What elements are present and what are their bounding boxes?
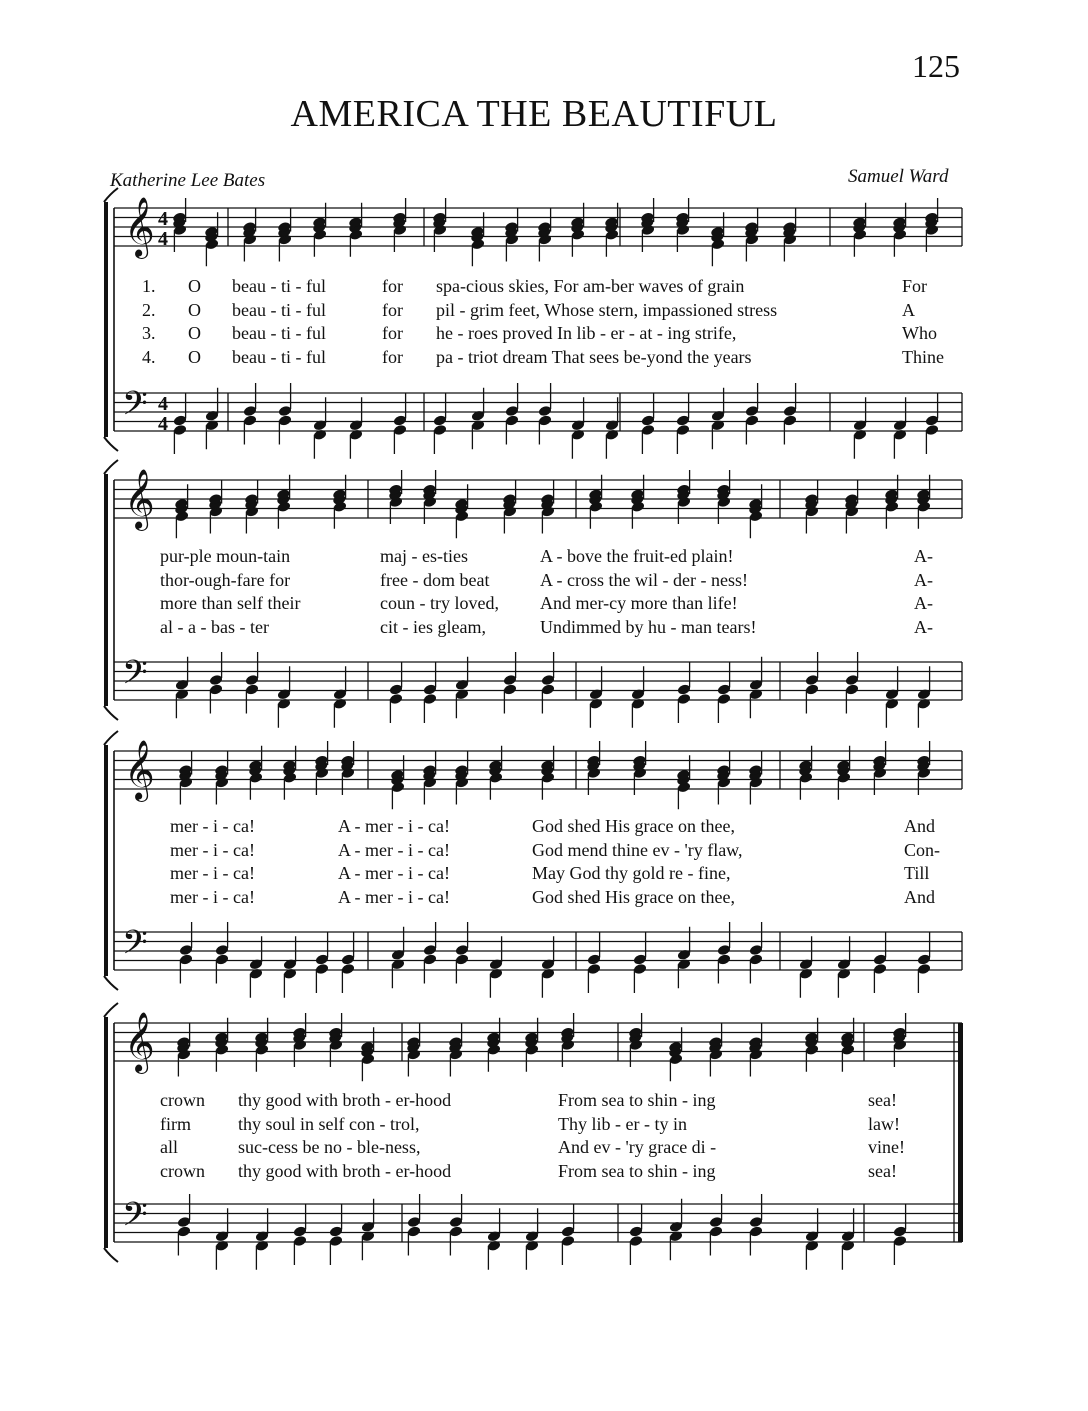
lyric-segment: mer - i - ca! xyxy=(170,863,255,883)
bass-chord xyxy=(538,383,553,445)
treble-chord xyxy=(204,212,219,266)
lyric-segment: O xyxy=(188,323,201,343)
lyric-segment: sea! xyxy=(868,1160,897,1181)
lyric-segment: From sea to shin - ing xyxy=(558,1160,716,1181)
lyric-segment: free - dom beat xyxy=(380,569,490,590)
treble-chord xyxy=(916,741,931,795)
page-number: 125 xyxy=(912,48,960,84)
treble-chord xyxy=(174,484,189,538)
treble-chord xyxy=(208,480,223,534)
bass-chord xyxy=(455,657,470,719)
bass-chord xyxy=(283,936,298,998)
bass-chord xyxy=(711,388,726,450)
bass-chord xyxy=(709,1194,724,1256)
treble-chord xyxy=(676,470,691,524)
treble-chord xyxy=(708,1023,723,1077)
treble-chord xyxy=(540,746,555,800)
lyric-segment: Till xyxy=(904,863,930,883)
bass-chord xyxy=(873,932,888,994)
treble-chord xyxy=(798,746,813,800)
bass-chord xyxy=(589,666,604,728)
treble-chord xyxy=(422,751,437,805)
treble-chord xyxy=(748,1023,763,1077)
bass-chord xyxy=(278,383,293,445)
lyric-segment: thy good with broth - er-hood xyxy=(238,1090,452,1110)
treble-clef-icon: 𝄞 xyxy=(124,469,155,529)
bass-chord xyxy=(677,662,692,724)
treble-chord xyxy=(630,475,645,529)
lyric-segment: mer - i - ca! xyxy=(170,839,255,860)
bass-chord xyxy=(361,1199,376,1261)
bass-chord xyxy=(925,393,940,455)
lyric-segment: From sea to shin - ing xyxy=(558,1090,716,1110)
lyric-segment: O xyxy=(188,299,201,320)
lyric-segment: A - mer - i - ca! xyxy=(338,839,450,860)
treble-chord xyxy=(486,1018,501,1072)
treble-chord xyxy=(892,203,907,257)
bass-chord xyxy=(845,652,860,714)
bass-chord xyxy=(487,1208,502,1270)
treble-chord xyxy=(340,741,355,795)
treble-chord xyxy=(716,470,731,524)
bass-chord xyxy=(799,936,814,998)
treble-chord xyxy=(748,484,763,538)
treble-chord xyxy=(836,746,851,800)
lyric-segment: pil - grim feet, Whose stern, impassioned stress xyxy=(436,299,778,320)
bass-chord xyxy=(243,383,258,445)
bass-chord xyxy=(245,652,260,714)
treble-chord xyxy=(524,1018,539,1072)
lyric-segment: Con- xyxy=(904,839,940,860)
treble-chord xyxy=(454,484,469,538)
bass-chord xyxy=(917,932,932,994)
bass-chord xyxy=(749,657,764,719)
bass-chord xyxy=(805,652,820,714)
treble-chord xyxy=(748,751,763,805)
lyric-segment: pur-ple moun-tain xyxy=(160,546,291,566)
bass-chord xyxy=(449,1194,464,1256)
bass-chord xyxy=(255,1208,270,1270)
lyric-segment: A xyxy=(902,299,915,320)
treble-chord xyxy=(744,208,759,262)
bass-chord xyxy=(917,666,932,728)
lyric-segment: O xyxy=(188,346,201,367)
lyric-segment: A- xyxy=(914,569,933,590)
lyric-segment: And xyxy=(904,816,935,836)
lyric-segment: crown xyxy=(160,1160,205,1181)
bass-chord xyxy=(641,393,656,455)
bass-chord xyxy=(455,922,470,984)
bass-chord xyxy=(885,666,900,728)
bass-chord xyxy=(329,1204,344,1266)
lyric-segment: vine! xyxy=(868,1137,905,1157)
lyric-segment: spa-cious skies, For am-ber waves of grain xyxy=(436,276,745,296)
lyric-segment: Thy lib - er - ty in xyxy=(558,1113,687,1134)
treble-chord xyxy=(406,1023,421,1077)
bass-chord xyxy=(541,936,556,998)
lyric-segment: A - mer - i - ca! xyxy=(338,886,450,907)
lyric-segment: for xyxy=(382,299,403,320)
lyric-segment: And ev - 'ry grace di - xyxy=(558,1137,717,1157)
bass-chord xyxy=(837,936,852,998)
treble-chord xyxy=(348,203,363,257)
bass-time-signature-bottom: 4 xyxy=(158,413,168,435)
lyric-segment: thy good with broth - er-hood xyxy=(238,1160,452,1181)
bass-chord xyxy=(423,922,438,984)
bass-chord xyxy=(471,388,486,450)
lyricist-credit: Katherine Lee Bates xyxy=(110,170,266,191)
treble-chord xyxy=(176,1023,191,1077)
treble-chord xyxy=(432,198,447,252)
lyric-segment: 2. xyxy=(142,299,156,320)
treble-clef-icon: 𝄞 xyxy=(124,1012,155,1072)
bass-chord xyxy=(423,662,438,724)
bass-chord xyxy=(503,652,518,714)
treble-chord xyxy=(276,475,291,529)
lyric-segment: firm xyxy=(160,1113,191,1134)
treble-chord xyxy=(388,470,403,524)
bass-chord xyxy=(561,1204,576,1266)
bass-chord xyxy=(717,662,732,724)
lyric-segment: al - a - bas - ter xyxy=(160,616,269,637)
lyric-segment: for xyxy=(382,323,403,343)
lyric-segment: thy soul in self con - trol, xyxy=(238,1113,420,1134)
treble-chord xyxy=(502,480,517,534)
bass-chord xyxy=(333,666,348,728)
lyric-segment: 3. xyxy=(142,323,156,343)
treble-chord xyxy=(214,751,229,805)
bass-chord xyxy=(391,927,406,989)
bass-chord xyxy=(505,383,520,445)
bass-chord xyxy=(215,922,230,984)
treble-chord xyxy=(586,741,601,795)
bass-chord xyxy=(749,922,764,984)
bass-chord xyxy=(393,393,408,455)
bass-chord xyxy=(173,393,188,455)
treble-clef-icon: 𝄞 xyxy=(124,197,155,257)
treble-chord xyxy=(924,198,939,252)
bass-chord xyxy=(315,932,330,994)
treble-chord xyxy=(892,1013,907,1067)
bass-time-signature-top: 4 xyxy=(158,393,168,415)
bass-chord xyxy=(677,927,692,989)
composer-credit: Samuel Ward xyxy=(848,166,949,187)
treble-chord xyxy=(360,1027,375,1081)
lyric-segment: Undimmed by hu - man tears! xyxy=(540,616,757,637)
treble-chord xyxy=(844,480,859,534)
bass-chord xyxy=(293,1204,308,1266)
lyric-segment: suc-cess be no - ble-ness, xyxy=(238,1137,421,1157)
bass-chord xyxy=(631,666,646,728)
treble-chord xyxy=(640,198,655,252)
treble-chord xyxy=(676,755,691,809)
bass-chord xyxy=(629,1204,644,1266)
lyric-segment: God shed His grace on thee, xyxy=(532,886,735,907)
lyric-segment: A- xyxy=(914,616,933,637)
bass-chord xyxy=(389,662,404,724)
treble-chord xyxy=(872,741,887,795)
treble-chord xyxy=(314,741,329,795)
lyric-segment: Who xyxy=(902,323,937,343)
lyric-segment: beau - ti - ful xyxy=(232,299,326,320)
treble-chord xyxy=(716,751,731,805)
bass-chord xyxy=(783,383,798,445)
treble-chord xyxy=(884,475,899,529)
treble-chord xyxy=(178,751,193,805)
lyric-segment: beau - ti - ful xyxy=(232,323,326,343)
bass-chord xyxy=(433,393,448,455)
treble-chord xyxy=(675,198,690,252)
lyric-segment: pa - triot dream That sees be-yond the years xyxy=(436,346,752,367)
lyric-segment: Thine xyxy=(902,346,944,367)
lyric-segment: A - bove the fruit-ed plain! xyxy=(540,546,734,566)
lyric-segment: O xyxy=(188,276,201,296)
treble-chord xyxy=(628,1013,643,1067)
lyric-segment: God shed His grace on thee, xyxy=(532,816,735,836)
treble-chord xyxy=(488,746,503,800)
bass-chord xyxy=(175,657,190,719)
treble-staff xyxy=(114,208,962,246)
lyric-segment: law! xyxy=(868,1113,900,1134)
lyric-segment: more than self their xyxy=(160,593,301,613)
treble-chord xyxy=(248,746,263,800)
hymn-title-text: AMERICA THE BEAUTIFUL xyxy=(290,93,778,135)
bass-chord xyxy=(277,666,292,728)
treble-chord xyxy=(537,208,552,262)
lyric-segment: crown xyxy=(160,1090,205,1110)
bass-chord xyxy=(541,652,556,714)
treble-chord xyxy=(454,751,469,805)
bass-chord xyxy=(841,1208,856,1270)
lyric-segment: A- xyxy=(914,546,933,566)
lyric-segment: sea! xyxy=(868,1090,897,1110)
bass-chord xyxy=(179,922,194,984)
treble-chord xyxy=(392,198,407,252)
bass-chord xyxy=(249,936,264,998)
treble-chord xyxy=(588,475,603,529)
lyric-segment: And xyxy=(904,886,935,907)
treble-time-signature-top: 4 xyxy=(158,208,168,230)
bass-chord xyxy=(749,1194,764,1256)
treble-time-signature-bottom: 4 xyxy=(158,228,168,250)
treble-chord xyxy=(632,741,647,795)
treble-chord xyxy=(254,1018,269,1072)
bass-clef-icon: 𝄢 xyxy=(122,1196,148,1242)
bass-chord xyxy=(489,936,504,998)
bass-chord xyxy=(805,1208,820,1270)
bass-chord xyxy=(205,388,220,450)
lyric-segment: A- xyxy=(914,593,933,613)
lyric-segment: thor-ough-fare for xyxy=(160,569,291,590)
treble-chord xyxy=(470,212,485,266)
treble-chord xyxy=(214,1018,229,1072)
bass-staff xyxy=(114,393,962,431)
lyric-segment: May God thy gold re - fine, xyxy=(532,863,731,883)
treble-chord xyxy=(242,208,257,262)
bass-staff xyxy=(114,932,962,970)
lyric-segment: mer - i - ca! xyxy=(170,886,255,907)
treble-chord xyxy=(312,203,327,257)
bass-chord xyxy=(717,922,732,984)
bass-clef-icon: 𝄢 xyxy=(122,654,148,700)
bass-chord xyxy=(341,932,356,994)
lyric-segment: 1. xyxy=(142,276,156,296)
lyric-segment: cit - ies gleam, xyxy=(380,616,486,637)
lyric-segment: 4. xyxy=(142,346,156,367)
treble-chord xyxy=(840,1018,855,1072)
lyric-segment: And mer-cy more than life! xyxy=(540,593,738,613)
treble-chord xyxy=(332,475,347,529)
treble-chord xyxy=(328,1013,343,1067)
treble-staff xyxy=(114,751,962,789)
lyric-segment: all xyxy=(160,1137,178,1157)
treble-chord xyxy=(560,1013,575,1067)
lyric-segment: coun - try loved, xyxy=(380,593,499,613)
treble-chord xyxy=(277,208,292,262)
hymn-title xyxy=(0,92,1088,136)
treble-chord xyxy=(668,1027,683,1081)
treble-clef-icon: 𝄞 xyxy=(124,740,155,800)
bass-chord xyxy=(676,393,691,455)
lyric-segment: A - mer - i - ca! xyxy=(338,863,450,883)
lyric-segment: God mend thine ev - 'ry flaw, xyxy=(532,839,743,860)
lyric-segment: for xyxy=(382,346,403,367)
treble-chord xyxy=(390,755,405,809)
bass-clef-icon: 𝄢 xyxy=(122,385,148,431)
treble-chord xyxy=(604,203,619,257)
bass-clef-icon: 𝄢 xyxy=(122,924,148,970)
treble-chord xyxy=(282,746,297,800)
treble-staff xyxy=(114,480,962,518)
bass-chord xyxy=(893,1204,908,1266)
bass-chord xyxy=(525,1208,540,1270)
treble-chord xyxy=(172,198,187,252)
lyric-segment: A - cross the wil - der - ness! xyxy=(540,569,748,590)
treble-chord xyxy=(292,1013,307,1067)
bass-chord xyxy=(407,1194,422,1256)
treble-chord xyxy=(710,212,725,266)
treble-chord xyxy=(504,208,519,262)
bass-chord xyxy=(633,932,648,994)
treble-chord xyxy=(804,480,819,534)
bass-chord xyxy=(587,932,602,994)
treble-chord xyxy=(422,470,437,524)
bass-chord xyxy=(669,1199,684,1261)
bass-chord xyxy=(745,383,760,445)
bass-chord xyxy=(215,1208,230,1270)
bass-chord xyxy=(209,652,224,714)
treble-chord xyxy=(852,203,867,257)
lyric-segment: For xyxy=(902,276,928,296)
lyric-segment: maj - es-ties xyxy=(380,546,468,566)
treble-chord xyxy=(244,480,259,534)
lyric-segment: beau - ti - ful xyxy=(232,276,326,296)
lyric-segment: he - roes proved In lib - er - at - ing strife, xyxy=(436,323,737,343)
lyric-segment: A - mer - i - ca! xyxy=(338,816,450,836)
treble-chord xyxy=(448,1023,463,1077)
bass-chord xyxy=(177,1194,192,1256)
lyric-segment: for xyxy=(382,276,403,296)
treble-chord xyxy=(782,208,797,262)
treble-chord xyxy=(570,203,585,257)
treble-chord xyxy=(916,475,931,529)
bass-staff xyxy=(114,662,962,700)
lyric-segment: mer - i - ca! xyxy=(170,816,255,836)
treble-chord xyxy=(804,1018,819,1072)
treble-chord xyxy=(540,480,555,534)
final-barline-thick xyxy=(958,1023,963,1242)
lyric-segment: beau - ti - ful xyxy=(232,346,326,367)
